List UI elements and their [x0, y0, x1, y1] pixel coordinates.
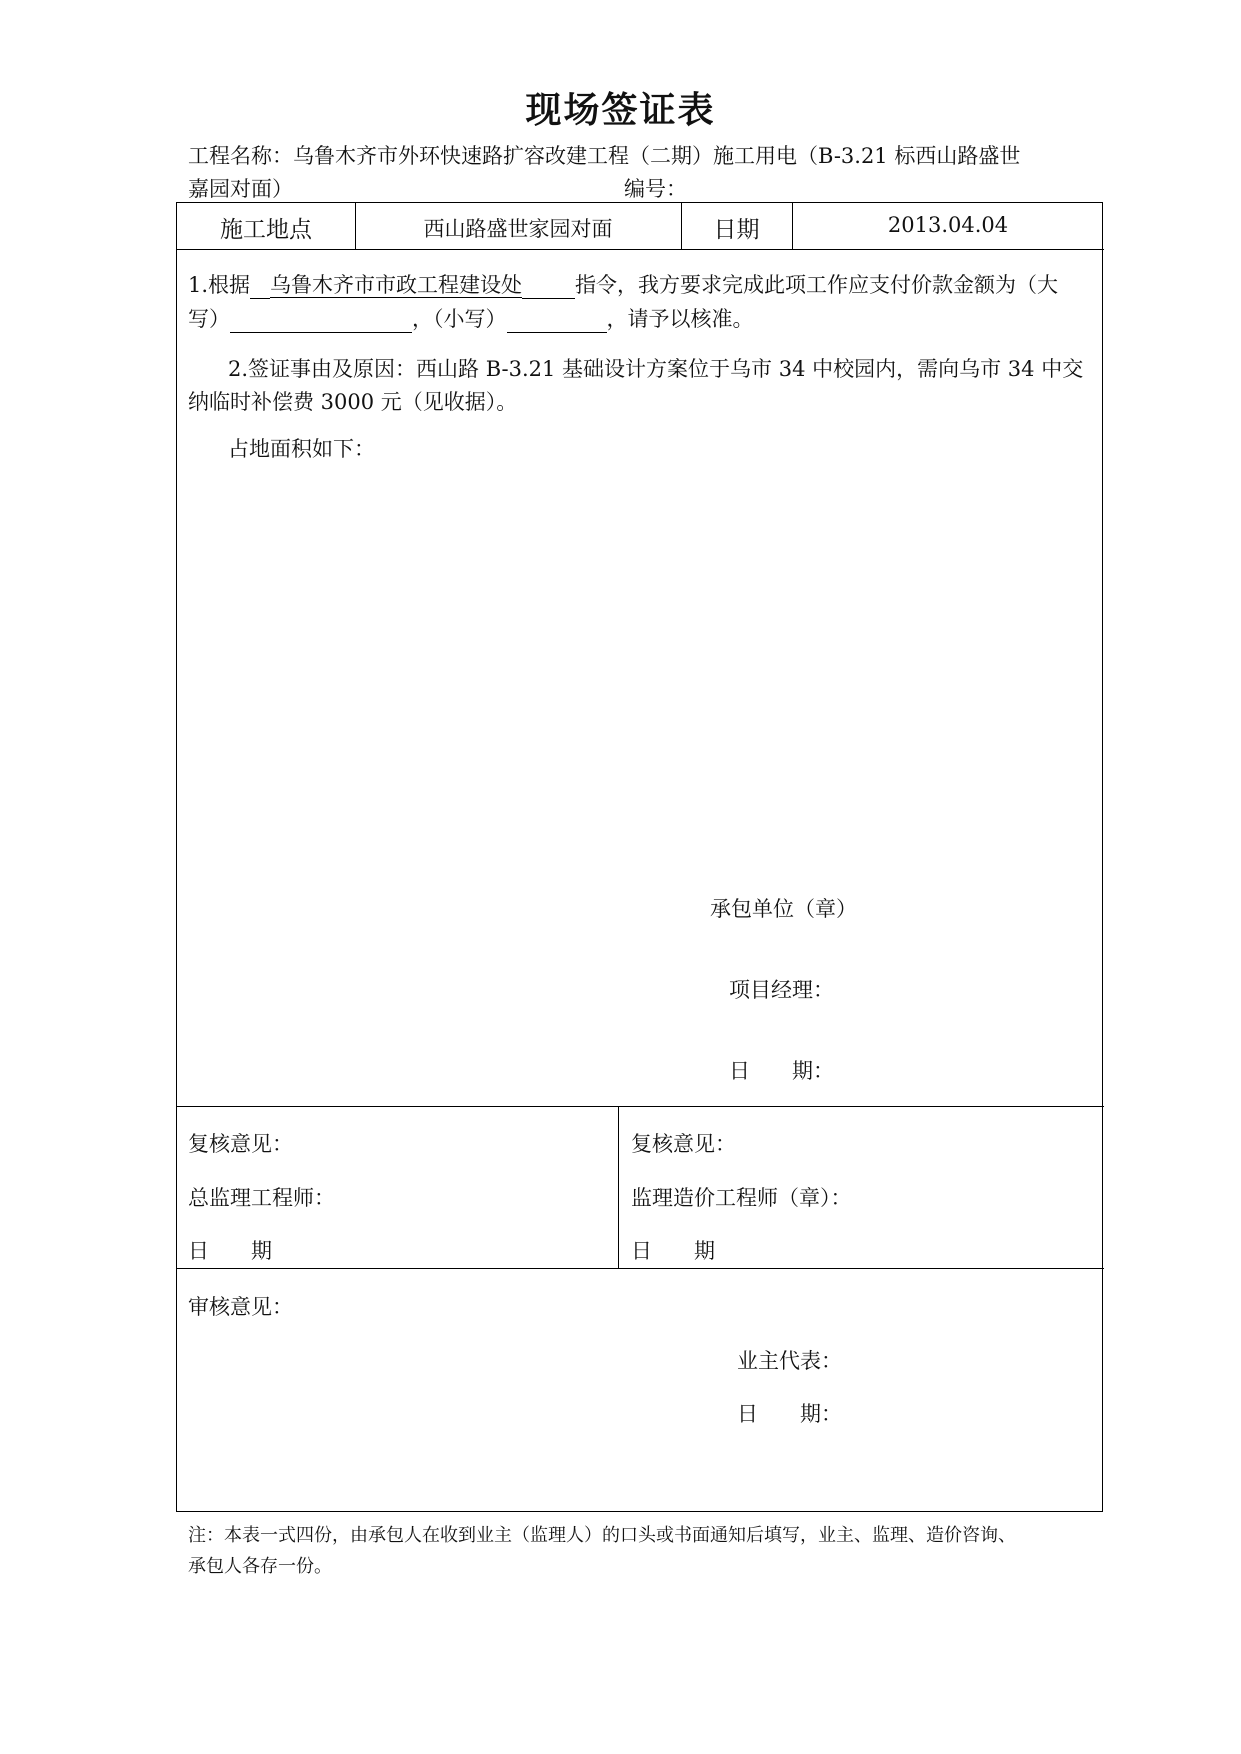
location-value: 西山路盛世家园对面: [423, 217, 613, 241]
date-label: 日期: [713, 217, 760, 243]
note-line2: 承包人各存一份。: [188, 1556, 332, 1577]
review-right-opinion: 复核意见：: [631, 1132, 736, 1156]
contractor-seal-label: 承包单位（章）: [710, 897, 857, 921]
body-paragraph-3: 占地面积如下：: [228, 437, 375, 461]
amount-lower-blank: [507, 308, 607, 333]
project-name-line2: 嘉园对面）: [188, 177, 293, 201]
p1-authority: 乌鲁木齐市市政工程建设处: [270, 273, 523, 297]
visa-form-table: [176, 202, 1103, 1512]
audit-row-top: [177, 1268, 1104, 1269]
review-left-engineer: 总监理工程师：: [188, 1186, 335, 1210]
location-label: 施工地点: [220, 217, 312, 243]
note-line1: 注：本表一式四份，由承包人在收到业主（监理人）的口头或书面通知后填写，业主、监理、造价咨询、: [188, 1525, 1016, 1546]
audit-opinion: 审核意见：: [188, 1295, 293, 1319]
audit-date-label: 日 期：: [737, 1402, 842, 1426]
amount-upper-blank: [230, 308, 412, 333]
body-paragraph-2-line2: 纳临时补偿费 3000 元（见收据）。: [188, 390, 518, 414]
review-row-top: [177, 1106, 1104, 1107]
page-title: 现场签证表: [525, 90, 716, 131]
body-paragraph-1-line2: 写） ，（小写） ，请予以核准。: [188, 307, 754, 331]
header-row-divider: [177, 249, 1104, 250]
body-date-label: 日 期：: [729, 1059, 834, 1083]
number-label: 编号：: [624, 177, 687, 201]
date-value: 2013.04.04: [887, 213, 1009, 237]
body-paragraph-2: 2.签证事由及原因：西山路 B-3.21 基础设计方案位于乌市 34 中校园内，需向乌市 34 中交: [228, 357, 1084, 381]
review-right-date: 日 期: [631, 1239, 715, 1263]
owner-rep-label: 业主代表：: [737, 1349, 842, 1373]
project-name-line1: 工程名称：乌鲁木齐市外环快速路扩容改建工程（二期）施工用电（B-3.21 标西山路盛世: [188, 144, 1021, 168]
review-left-date: 日 期: [188, 1239, 272, 1263]
p1-middle: 指令，我方要求完成此项工作应支付价款金额为（大: [575, 273, 1059, 297]
review-col-divider: [618, 1106, 619, 1268]
review-right-engineer: 监理造价工程师（章）：: [631, 1186, 852, 1210]
review-left-opinion: 复核意见：: [188, 1132, 293, 1156]
project-manager-label: 项目经理：: [729, 978, 834, 1002]
body-paragraph-1: [188, 269, 1058, 299]
p1-prefix: 1.根据: [188, 273, 251, 297]
